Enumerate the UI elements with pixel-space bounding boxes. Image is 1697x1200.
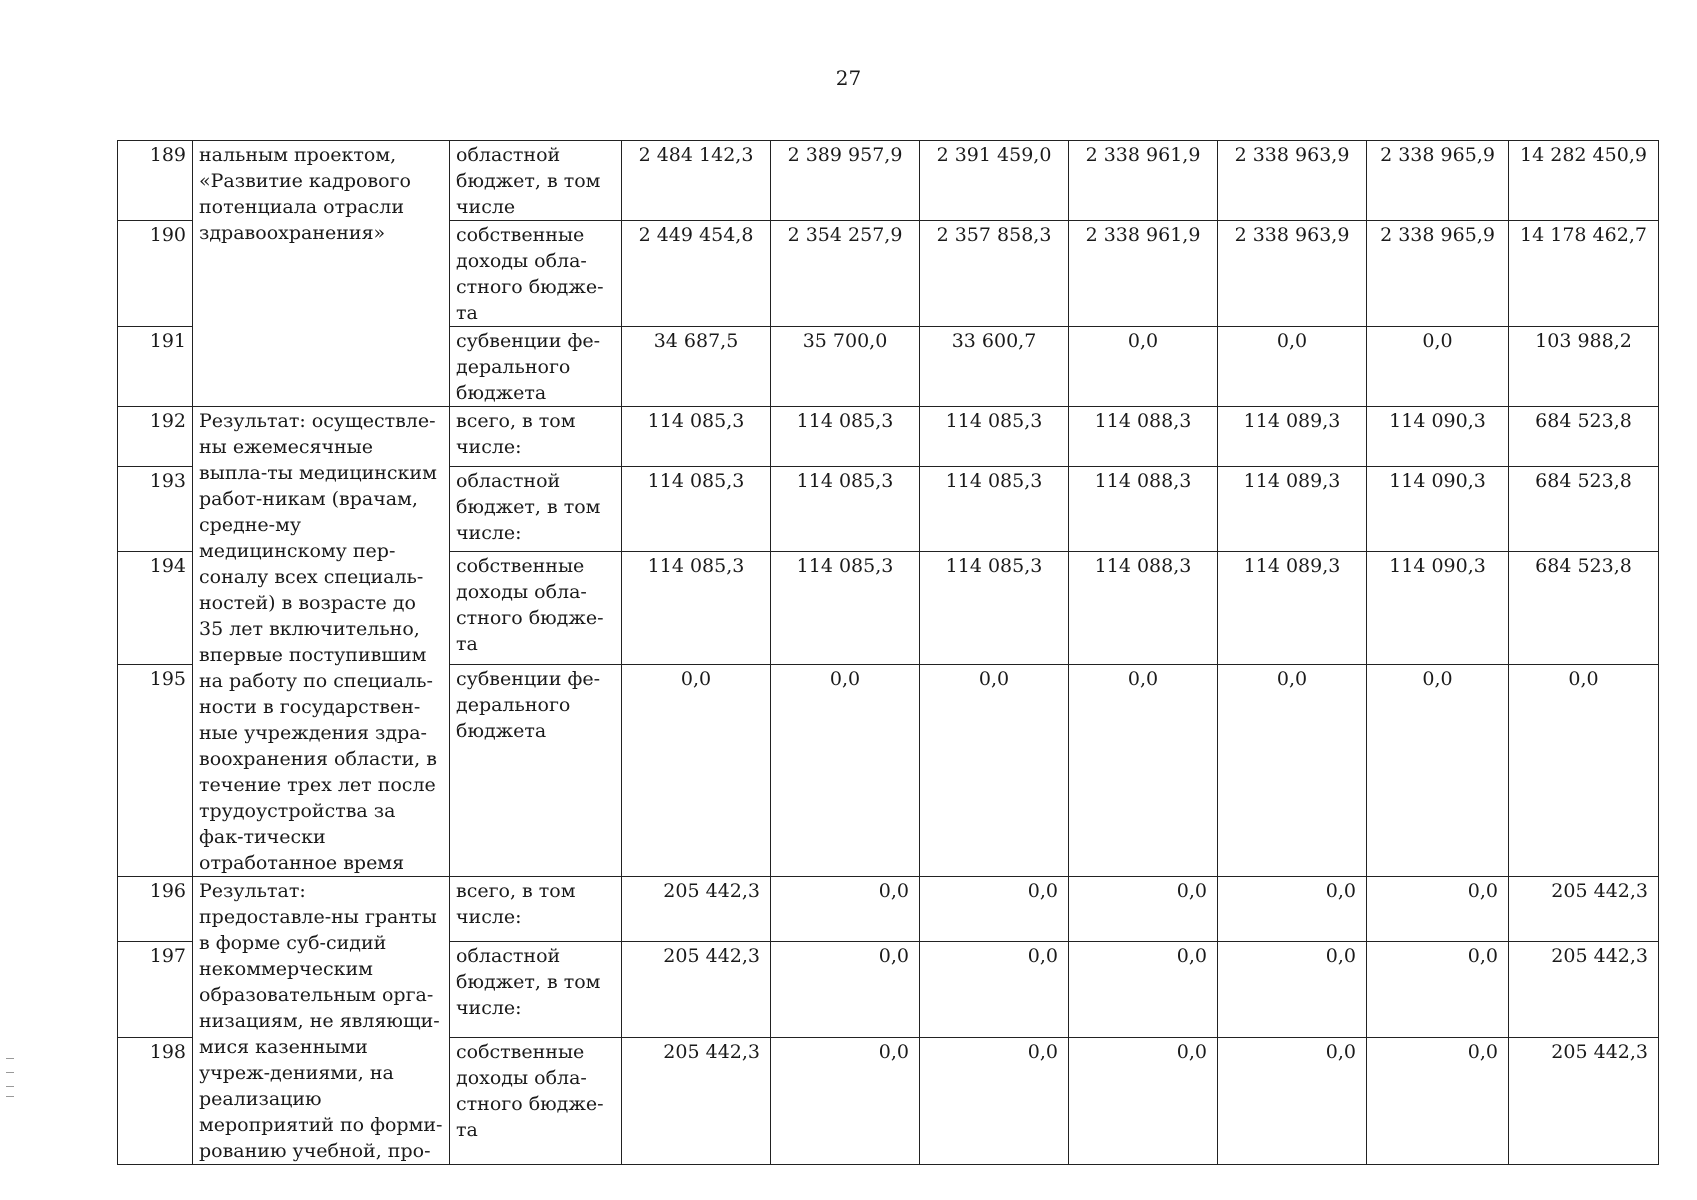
row-number: 194 [118, 551, 193, 664]
total-cell: 205 442,3 [1509, 941, 1659, 1037]
value-cell: 114 088,3 [1069, 551, 1218, 664]
funding-source: собственные доходы обла-стного бюдже-та [450, 221, 622, 327]
value-cell: 114 085,3 [771, 407, 920, 467]
row-number: 196 [118, 877, 193, 942]
value-cell: 0,0 [1218, 327, 1367, 407]
value-cell: 0,0 [1367, 877, 1509, 942]
value-cell: 2 338 965,9 [1367, 141, 1509, 221]
row-number: 191 [118, 327, 193, 407]
value-cell: 33 600,7 [920, 327, 1069, 407]
row-number: 189 [118, 141, 193, 221]
row-number: 192 [118, 407, 193, 467]
value-cell: 2 338 961,9 [1069, 221, 1218, 327]
total-cell: 14 178 462,7 [1509, 221, 1659, 327]
value-cell: 114 089,3 [1218, 466, 1367, 551]
row-number: 190 [118, 221, 193, 327]
funding-source: областной бюджет, в том числе [450, 141, 622, 221]
value-cell: 205 442,3 [622, 1037, 771, 1164]
value-cell: 2 338 965,9 [1367, 221, 1509, 327]
value-cell: 0,0 [920, 877, 1069, 942]
page-number: 27 [835, 66, 862, 90]
value-cell: 2 338 963,9 [1218, 221, 1367, 327]
funding-source: субвенции фе-дерального бюджета [450, 664, 622, 876]
row-number: 197 [118, 941, 193, 1037]
value-cell: 2 338 963,9 [1218, 141, 1367, 221]
value-cell: 2 449 454,8 [622, 221, 771, 327]
value-cell: 0,0 [920, 664, 1069, 876]
table-row [118, 877, 1659, 942]
scan-edge-mark [6, 1072, 14, 1073]
total-cell: 103 988,2 [1509, 327, 1659, 407]
value-cell: 2 484 142,3 [622, 141, 771, 221]
value-cell: 114 090,3 [1367, 551, 1509, 664]
value-cell: 0,0 [771, 1037, 920, 1164]
value-cell: 0,0 [771, 941, 920, 1037]
value-cell: 0,0 [1069, 941, 1218, 1037]
value-cell: 0,0 [1367, 664, 1509, 876]
indicator-name: Результат: предоставле-ны гранты в форме суб-сидий некоммерческим образовательным орга-низациям, не являющи-мися казенными учреж-дениями, на реализацию мероприятий по форми-рованию учебной, про- [193, 877, 450, 1165]
value-cell: 0,0 [1367, 1037, 1509, 1164]
value-cell: 0,0 [1367, 941, 1509, 1037]
scan-edge-mark [6, 1096, 14, 1097]
total-cell: 205 442,3 [1509, 1037, 1659, 1164]
budget-table [117, 140, 1659, 1165]
value-cell: 114 089,3 [1218, 407, 1367, 467]
funding-source: областной бюджет, в том числе: [450, 466, 622, 551]
value-cell: 114 088,3 [1069, 407, 1218, 467]
row-number: 193 [118, 466, 193, 551]
value-cell: 114 085,3 [920, 466, 1069, 551]
funding-source: субвенции фе-дерального бюджета [450, 327, 622, 407]
value-cell: 0,0 [920, 941, 1069, 1037]
total-cell: 0,0 [1509, 664, 1659, 876]
value-cell: 0,0 [920, 1037, 1069, 1164]
table-row [118, 407, 1659, 467]
value-cell: 34 687,5 [622, 327, 771, 407]
funding-source: областной бюджет, в том числе: [450, 941, 622, 1037]
row-number: 195 [118, 664, 193, 876]
total-cell: 14 282 450,9 [1509, 141, 1659, 221]
value-cell: 0,0 [771, 877, 920, 942]
value-cell: 0,0 [1069, 664, 1218, 876]
total-cell: 684 523,8 [1509, 466, 1659, 551]
table-row [118, 141, 1659, 221]
value-cell: 114 090,3 [1367, 407, 1509, 467]
value-cell: 114 085,3 [622, 407, 771, 467]
value-cell: 0,0 [1069, 327, 1218, 407]
value-cell: 0,0 [1069, 1037, 1218, 1164]
value-cell: 114 090,3 [1367, 466, 1509, 551]
indicator-name: нальным проектом, «Развитие кадрового потенциала отрасли здравоохранения» [193, 141, 450, 407]
funding-source: всего, в том числе: [450, 407, 622, 467]
value-cell: 0,0 [622, 664, 771, 876]
funding-source: собственные доходы обла-стного бюдже-та [450, 551, 622, 664]
scan-edge-mark [6, 1086, 14, 1087]
value-cell: 2 391 459,0 [920, 141, 1069, 221]
value-cell: 0,0 [1218, 941, 1367, 1037]
funding-source: всего, в том числе: [450, 877, 622, 942]
value-cell: 114 085,3 [771, 551, 920, 664]
value-cell: 0,0 [1367, 327, 1509, 407]
value-cell: 0,0 [1218, 1037, 1367, 1164]
funding-source: собственные доходы обла-стного бюдже-та [450, 1037, 622, 1164]
total-cell: 205 442,3 [1509, 877, 1659, 942]
value-cell: 114 085,3 [622, 551, 771, 664]
value-cell: 2 338 961,9 [1069, 141, 1218, 221]
value-cell: 35 700,0 [771, 327, 920, 407]
value-cell: 114 085,3 [920, 551, 1069, 664]
value-cell: 2 389 957,9 [771, 141, 920, 221]
value-cell: 0,0 [1218, 877, 1367, 942]
scan-edge-mark [6, 1058, 14, 1059]
value-cell: 114 085,3 [771, 466, 920, 551]
value-cell: 0,0 [771, 664, 920, 876]
value-cell: 114 089,3 [1218, 551, 1367, 664]
total-cell: 684 523,8 [1509, 551, 1659, 664]
value-cell: 0,0 [1218, 664, 1367, 876]
value-cell: 114 085,3 [920, 407, 1069, 467]
value-cell: 114 085,3 [622, 466, 771, 551]
value-cell: 2 357 858,3 [920, 221, 1069, 327]
value-cell: 205 442,3 [622, 941, 771, 1037]
indicator-name: Результат: осуществле-ны ежемесячные выпла-ты медицинским работ-никам (врачам, средне-му медицинскому пер-соналу всех специаль-ностей) в возрасте до 35 лет включительно, впервые поступившим на работу по специаль-ности в государствен-ные учреждения здра-воохранения области, в течение трех лет после трудоустройства за фак-тически отработанное время [193, 407, 450, 877]
value-cell: 205 442,3 [622, 877, 771, 942]
value-cell: 114 088,3 [1069, 466, 1218, 551]
value-cell: 2 354 257,9 [771, 221, 920, 327]
row-number: 198 [118, 1037, 193, 1164]
value-cell: 0,0 [1069, 877, 1218, 942]
total-cell: 684 523,8 [1509, 407, 1659, 467]
